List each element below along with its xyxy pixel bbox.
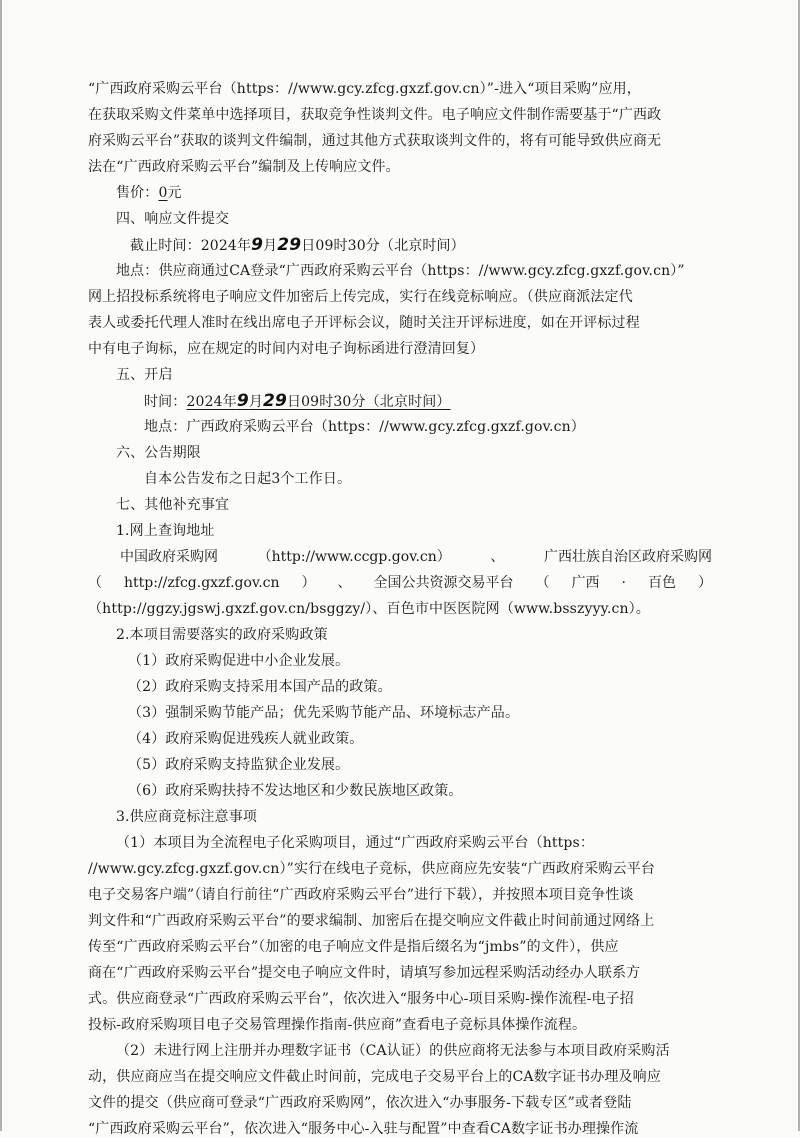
query-paren-open2: （ xyxy=(535,575,550,591)
policy-item-1: （1）政府采购促进中小企业发展。 xyxy=(128,653,350,669)
price-unit: 元 xyxy=(167,185,182,201)
open-time-value xyxy=(186,391,451,411)
sub-heading-bid-notes: 3.供应商竞标注意事项 xyxy=(116,809,258,825)
note2-line1: （2）未进行网上注册并办理数字证书（CA认证）的供应商将无法参与本项目政府采购活 xyxy=(116,1043,670,1059)
place-line2: 网上招投标系统将电子响应文件加密后上传完成，实行在线竞标响应。（供应商派法定代 xyxy=(88,289,633,305)
deadline-suffix: 日09时30分（北京时间） xyxy=(301,238,465,254)
query-url-gxzf: http://zfcg.gxzf.gov.cn xyxy=(124,575,280,591)
place-line4: 中有电子询标，应在规定的时间内对电子询标函进行澄清回复） xyxy=(88,341,485,357)
price-value: 0 xyxy=(158,185,168,201)
note2-line4: “广西政府采购云平台”，依次进入“服务中心-入驻与配置”中查看CA数字证书办理操作流 xyxy=(88,1121,639,1137)
query-paren-open: （ xyxy=(88,575,102,591)
note1-line7: 式。供应商登录“广西政府采购云平台”，依次进入“服务中心-项目采购-操作流程-电子招 xyxy=(88,991,634,1007)
note1-line1: （1）本项目为全流程电子化采购项目，通过“广西政府采购云平台（https： xyxy=(116,835,595,851)
price-line xyxy=(116,184,182,202)
query-dot: · xyxy=(621,575,626,591)
note1-line4: 判文件和“广西政府采购云平台”的要求编制、加密后在提交响应文件截止时间前通过网络上 xyxy=(88,913,655,929)
open-month-handwritten: 9 xyxy=(236,391,249,411)
note1-line5: 传至“广西政府采购云平台”（加密的电子响应文件是指后缀名为“jmbs”的文件），供应 xyxy=(88,939,619,955)
deadline-day-handwritten: 29 xyxy=(277,235,302,255)
query-line2 xyxy=(88,574,712,592)
section-4-heading: 四、响应文件提交 xyxy=(116,211,230,227)
open-time-label: 时间： xyxy=(144,394,187,410)
place-line1: 地点：供应商通过CA登录“广西政府采购云平台（https：//www.gcy.zfcg.gxzf.gov.cn）” xyxy=(116,263,685,279)
query-sep: 、 xyxy=(490,549,505,565)
query-site-ccgp: 中国政府采购网 xyxy=(120,549,218,565)
sub-heading-query-address: 1.网上查询地址 xyxy=(116,523,215,539)
query-line1 xyxy=(120,548,712,566)
query-url-ccgp: （http://www.ccgp.gov.cn） xyxy=(257,549,451,565)
para1-line1: “广西政府采购云平台（https：//www.gcy.zfcg.gxzf.gov.cn）”-进入“项目采购”应用， xyxy=(88,81,641,97)
query-region-gx: 广西 xyxy=(571,575,600,591)
open-time-prefix: 2024年 xyxy=(186,394,237,410)
query-paren-close2: ） xyxy=(697,575,712,591)
query-paren-close: ） xyxy=(301,575,316,591)
open-time-suffix: 日09时30分（北京时间） xyxy=(286,394,451,410)
scan-mark-left xyxy=(0,0,2,1131)
open-place-line: 地点：广西政府采购云平台（https：//www.gcy.zfcg.gxzf.gov.cn） xyxy=(144,419,585,435)
policy-item-2: （2）政府采购支持采用本国产品的政策。 xyxy=(128,679,392,695)
query-region-bs: 百色 xyxy=(647,575,676,591)
policy-item-3: （3）强制采购节能产品；优先采购节能产品、环境标志产品。 xyxy=(128,705,520,721)
deadline-line xyxy=(130,236,465,255)
notice-period-text: 自本公告发布之日起3个工作日。 xyxy=(144,471,352,487)
price-label: 售价： xyxy=(116,185,159,201)
policy-item-5: （5）政府采购支持监狱企业发展。 xyxy=(128,757,350,773)
note2-line3: 文件的提交（供应商可登录“广西政府采购网”，依次进入“办事服务-下载专区”或者登陆 xyxy=(88,1095,632,1111)
deadline-prefix: 截止时间：2024年 xyxy=(130,238,252,254)
note1-line6: 商在“广西政府采购云平台”提交电子响应文件时，请填写参加远程采购活动经办人联系方 xyxy=(88,965,641,981)
place-line3: 表人或委托代理人准时在线出席电子开评标会议，随时关注开评标进度，如在开评标过程 xyxy=(88,315,640,331)
open-day-handwritten: 29 xyxy=(262,391,287,411)
note1-line3: 电子交易客户端”（请自行前往“广西政府采购云平台”进行下载），并按照本项目竞争性谈 xyxy=(88,887,634,903)
policy-item-4: （4）政府采购促进残疾人就业政策。 xyxy=(128,731,364,747)
query-sep2: 、 xyxy=(337,575,352,591)
query-site-ggzy: 全国公共资源交易平台 xyxy=(373,575,514,591)
policy-item-6: （6）政府采购扶持不发达地区和少数民族地区政策。 xyxy=(128,783,463,799)
para1-line2: 在获取采购文件菜单中选择项目，获取竞争性谈判文件。电子响应文件制作需要基于“广西政 xyxy=(88,107,662,123)
note1-line8: 投标-政府采购项目电子交易管理操作指南-供应商”查看电子竞标具体操作流程。 xyxy=(88,1017,587,1033)
para1-line3: 府采购云平台”获取的谈判文件编制，通过其他方式获取谈判文件的，将有可能导致供应商无 xyxy=(88,133,662,149)
section-6-heading: 六、公告期限 xyxy=(116,445,201,461)
section-5-heading: 五、开启 xyxy=(116,367,173,383)
query-line3: （http://ggzy.jgswj.gxzf.gov.cn/bsggzy/）、百色市中医医院网（www.bsszyyy.cn）。 xyxy=(88,601,650,617)
section-7-heading: 七、其他补充事宜 xyxy=(116,497,230,513)
deadline-month-char: 月 xyxy=(263,238,278,254)
para1-line4: 法在“广西政府采购云平台”编制及上传响应文件。 xyxy=(88,159,400,175)
note1-line2: //www.gcy.zfcg.gxzf.gov.cn）”实行在线电子竞标，供应商应先安装“广西政府采购云平台 xyxy=(88,861,656,877)
sub-heading-policies: 2.本项目需要落实的政府采购政策 xyxy=(116,627,328,643)
open-time-line xyxy=(144,392,451,411)
deadline-month-handwritten: 9 xyxy=(251,235,264,255)
query-site-gxzf: 广西壮族自治区政府采购网 xyxy=(544,549,712,565)
note2-line2: 动，供应商应当在提交响应文件截止时间前，完成电子交易平台上的CA数字证书办理及响应 xyxy=(88,1069,661,1085)
open-month-char: 月 xyxy=(248,394,263,410)
